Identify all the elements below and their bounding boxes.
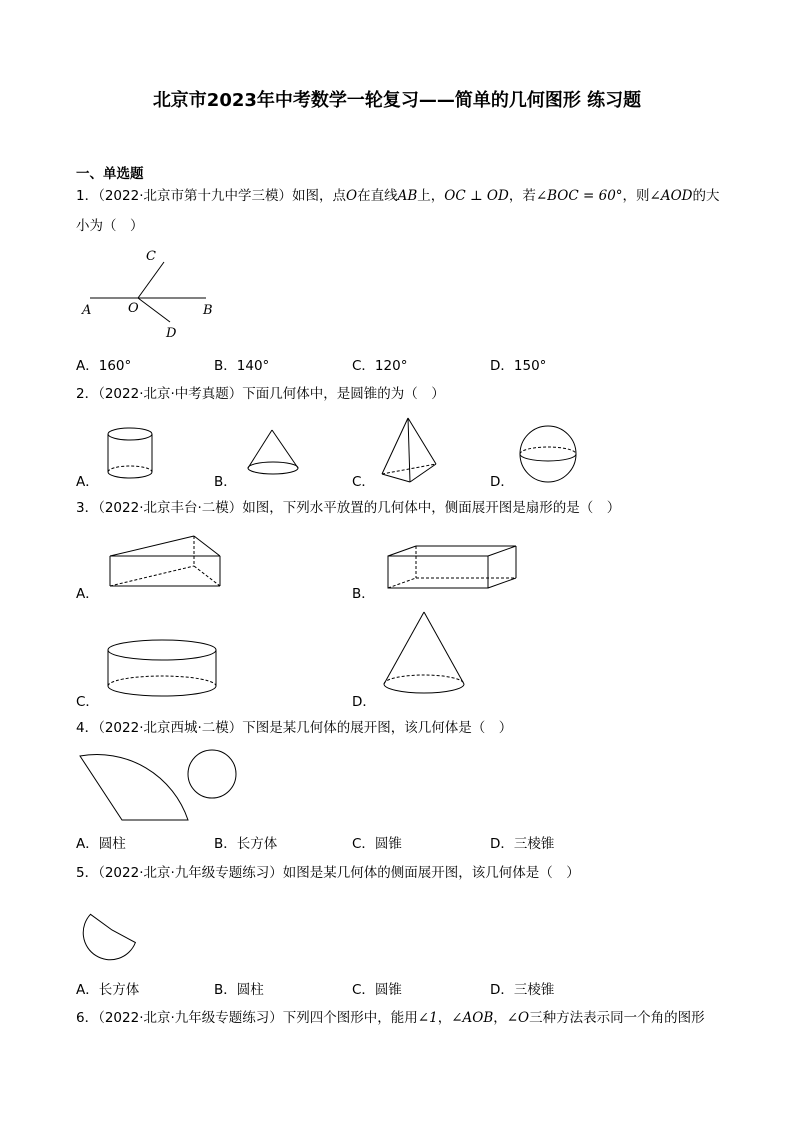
q1-option-c: C．120°	[352, 358, 408, 374]
q3-option-c: C．	[76, 694, 99, 710]
net-sector-circle-figure	[78, 742, 242, 826]
ray-oc	[138, 262, 164, 298]
question-6-stem	[76, 1008, 705, 1028]
q2-option-d: D．	[490, 474, 514, 490]
question-4-stem: 4．（2022·北京西城·二模）下图是某几何体的展开图，该几何体是（ ）	[76, 720, 513, 736]
question-5-stem: 5．（2022·北京·九年级专题练习）如图是某几何体的侧面展开图，该几何体是（ ）	[76, 865, 580, 881]
q2-option-a: A．	[76, 474, 99, 490]
q4-option-c: C．圆锥	[352, 836, 402, 852]
q6-text: ，	[493, 1010, 507, 1026]
cone-figure	[244, 428, 308, 480]
q6-math-angle1: ∠1	[417, 1010, 438, 1026]
label-d: D	[166, 326, 177, 341]
cylinder-figure	[102, 424, 162, 484]
q1-math-perp: OC ⊥ OD	[444, 188, 509, 204]
q5-option-a: A．长方体	[76, 982, 140, 998]
q3-option-d: D．	[352, 694, 376, 710]
question-1-stem	[76, 186, 719, 206]
q6-text: 三种方法表示同一个角的图形	[529, 1010, 705, 1026]
q1-math-aod: ∠AOD	[649, 188, 693, 204]
cuboid-figure	[386, 544, 526, 594]
q1-text: 上，	[417, 188, 445, 204]
question-3-stem: 3．（2022·北京丰台·二模）如图，下列水平放置的几何体中，侧面展开图是扇形的是（ ）	[76, 500, 621, 516]
q2-option-c: C．	[352, 474, 375, 490]
q6-text: 6．（2022·北京·九年级专题练习）下列四个图形中，能用	[76, 1010, 418, 1026]
q6-math-aob: ∠AOB	[451, 1010, 494, 1026]
label-o: O	[128, 301, 139, 316]
q4-option-d: D．三棱锥	[490, 836, 555, 852]
tall-cone-figure	[380, 610, 472, 702]
section-heading: 一、单选题	[76, 166, 144, 182]
q1-text: 1．（2022·北京市第十九中学三模）如图，点	[76, 188, 346, 204]
label-b: B	[203, 303, 213, 318]
question-1-stem-line2: 小为（ ）	[76, 218, 144, 234]
q2-option-b: B．	[214, 474, 237, 490]
q1-text: ，则	[622, 188, 650, 204]
q1-text: 在直线	[357, 188, 398, 204]
q4-option-a: A．圆柱	[76, 836, 126, 852]
sector-figure	[80, 898, 144, 962]
q1-math-boc: ∠BOC = 60°	[535, 188, 623, 204]
page-title: 北京市2023年中考数学一轮复习——简单的几何图形 练习题	[152, 90, 642, 111]
q5-option-b: B．圆柱	[214, 982, 264, 998]
q3-option-a: A．	[76, 586, 99, 602]
q1-option-b: B．140°	[214, 358, 270, 374]
q1-option-d: D．150°	[490, 358, 547, 374]
q1-math-ab: AB	[397, 188, 418, 204]
pyramid-figure	[378, 416, 442, 486]
q1-text: 的大	[692, 188, 720, 204]
q5-option-c: C．圆锥	[352, 982, 402, 998]
q6-text: ，	[437, 1010, 452, 1026]
q6-math-o: ∠O	[506, 1010, 530, 1026]
label-a: A	[82, 303, 92, 318]
q1-option-a: A．160°	[76, 358, 132, 374]
sphere-figure	[518, 424, 582, 486]
q1-angle-figure	[78, 246, 228, 346]
question-2-stem: 2．（2022·北京·中考真题）下面几何体中，是圆锥的为（ ）	[76, 386, 445, 402]
q3-option-b: B．	[352, 586, 375, 602]
wide-cylinder-figure	[106, 638, 222, 702]
label-c: C	[146, 249, 156, 264]
q5-option-d: D．三棱锥	[490, 982, 555, 998]
ray-od	[138, 298, 170, 322]
q4-option-b: B．长方体	[214, 836, 278, 852]
q1-math-o: O	[346, 188, 358, 204]
triangular-prism-figure	[106, 532, 226, 592]
q1-text: ，若	[508, 188, 536, 204]
